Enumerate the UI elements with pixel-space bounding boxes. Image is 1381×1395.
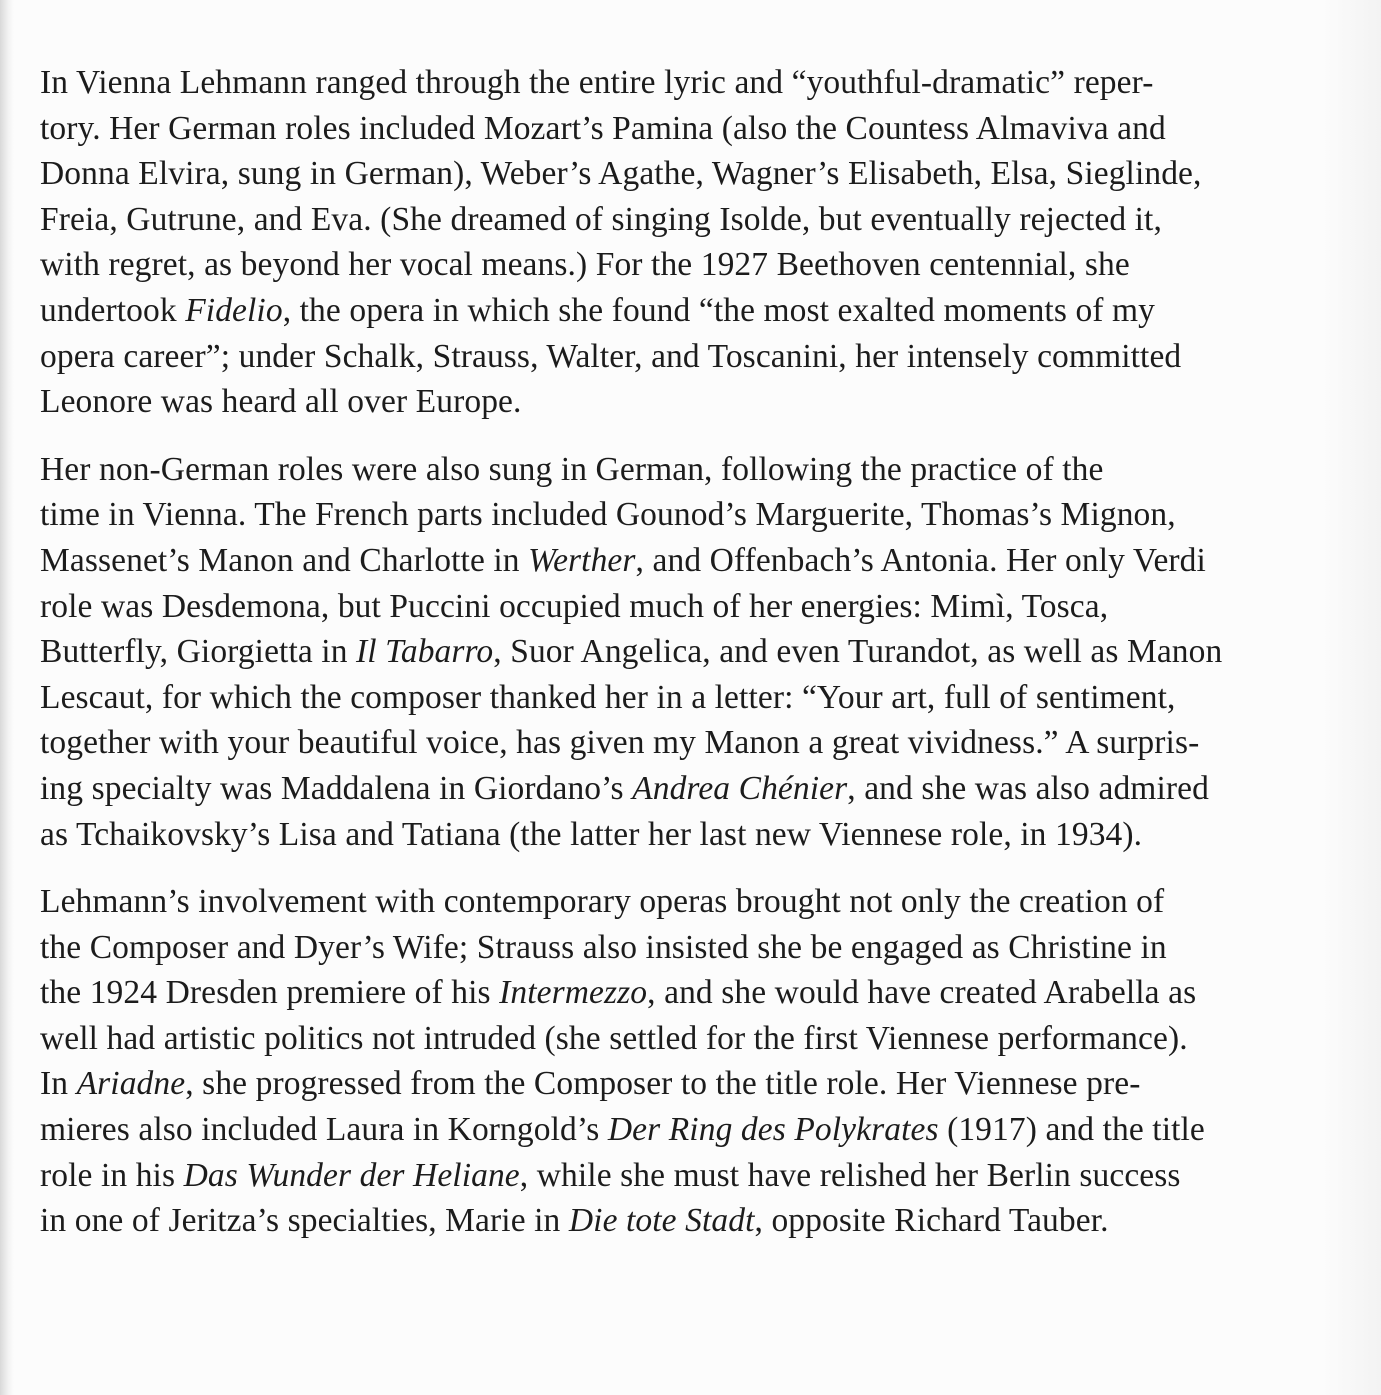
text-run: , and she would have created Arabella as bbox=[647, 974, 1197, 1012]
text-run: as Tchaikovsky’s Lisa and Tatiana (the latter her last new Viennese role, in 1934). bbox=[40, 815, 1143, 853]
text-line bbox=[40, 675, 1325, 721]
text-run: together with your beautiful voice, has given my Manon a great vividness.” A surpris- bbox=[40, 724, 1200, 762]
text-run: well had artistic politics not intruded (she settled for the first Viennese performance). bbox=[40, 1019, 1188, 1057]
text-line bbox=[40, 1153, 1325, 1199]
text-line bbox=[40, 151, 1325, 197]
text-run: , and Offenbach’s Antonia. Her only Verdi bbox=[635, 541, 1206, 579]
text-run: , the opera in which she found “the most exalted moments of my bbox=[282, 291, 1156, 329]
italic-title: Der Ring des Polykrates bbox=[607, 1111, 939, 1149]
text-run: , she progressed from the Composer to the title role. Her Viennese pre- bbox=[185, 1065, 1141, 1103]
italic-title: Intermezzo bbox=[499, 974, 648, 1012]
text-run: , Suor Angelica, and even Turandot, as well as Manon bbox=[493, 633, 1223, 671]
text-line bbox=[40, 242, 1325, 288]
text-line bbox=[40, 629, 1325, 675]
text-line bbox=[40, 288, 1325, 334]
text-run: ing specialty was Maddalena in Giordano’s bbox=[40, 769, 633, 807]
italic-title: Fidelio bbox=[185, 291, 283, 329]
text-run: role in his bbox=[40, 1156, 184, 1194]
text-line bbox=[40, 1016, 1325, 1062]
text-run: tory. Her German roles included Mozart’s Pamina (also the Countess Almaviva and bbox=[40, 109, 1166, 147]
italic-title: Ariadne bbox=[76, 1065, 186, 1103]
text-run: Freia, Gutrune, and Eva. (She dreamed of singing Isolde, but eventually rejected it, bbox=[40, 200, 1162, 238]
text-line bbox=[40, 1061, 1325, 1107]
text-line bbox=[40, 447, 1325, 493]
paragraph bbox=[40, 447, 1325, 857]
text-line bbox=[40, 812, 1325, 858]
text-run: role was Desdemona, but Puccini occupied much of her energies: Mimì, Tosca, bbox=[40, 587, 1109, 625]
text-line bbox=[40, 334, 1325, 380]
body-text bbox=[40, 60, 1325, 1266]
text-run: , while she must have relished her Berlin success bbox=[519, 1156, 1181, 1194]
paragraph bbox=[40, 60, 1325, 425]
text-run: In bbox=[40, 1065, 77, 1103]
italic-title: Die tote Stadt bbox=[568, 1202, 755, 1240]
text-line bbox=[40, 970, 1325, 1016]
text-run: with regret, as beyond her vocal means.) For the 1927 Beethoven centennial, she bbox=[40, 246, 1130, 284]
text-line bbox=[40, 106, 1325, 152]
text-run: Massenet’s Manon and Charlotte in bbox=[40, 541, 529, 579]
page-spine-shadow bbox=[0, 0, 14, 1395]
text-run: Donna Elvira, sung in German), Weber’s Agathe, Wagner’s Elisabeth, Elsa, Sieglinde, bbox=[40, 155, 1202, 193]
text-run: undertook bbox=[40, 291, 186, 329]
text-line bbox=[40, 379, 1325, 425]
text-line bbox=[40, 1107, 1325, 1153]
text-run: Her non-German roles were also sung in German, following the practice of the bbox=[40, 450, 1104, 488]
paragraph bbox=[40, 879, 1325, 1244]
text-line bbox=[40, 766, 1325, 812]
text-run: Lescaut, for which the composer thanked her in a letter: “Your art, full of sentiment, bbox=[40, 678, 1176, 716]
text-line bbox=[40, 60, 1325, 106]
text-line bbox=[40, 584, 1325, 630]
text-line bbox=[40, 492, 1325, 538]
italic-title: Das Wunder der Heliane bbox=[183, 1156, 520, 1194]
text-run: , opposite Richard Tauber. bbox=[754, 1202, 1109, 1240]
text-run: mieres also included Laura in Korngold’s bbox=[40, 1111, 608, 1149]
text-run: Lehmann’s involvement with contemporary operas brought not only the creation of bbox=[40, 883, 1165, 921]
text-line bbox=[40, 879, 1325, 925]
italic-title: Il Tabarro bbox=[356, 633, 494, 671]
text-run: (1917) and the title bbox=[938, 1111, 1205, 1149]
text-line bbox=[40, 925, 1325, 971]
text-run: the Composer and Dyer’s Wife; Strauss also insisted she be engaged as Christine in bbox=[40, 928, 1167, 966]
italic-title: Andrea Chénier bbox=[632, 769, 848, 807]
text-line bbox=[40, 538, 1325, 584]
text-line bbox=[40, 197, 1325, 243]
text-line bbox=[40, 1198, 1325, 1244]
page-edge-bleed bbox=[1321, 0, 1381, 1395]
text-line bbox=[40, 720, 1325, 766]
text-run: Leonore was heard all over Europe. bbox=[40, 383, 522, 421]
text-run: time in Vienna. The French parts included Gounod’s Marguerite, Thomas’s Mignon, bbox=[40, 496, 1176, 534]
text-run: , and she was also admired bbox=[847, 769, 1209, 807]
text-run: Butterfly, Giorgietta in bbox=[40, 633, 357, 671]
text-run: opera career”; under Schalk, Strauss, Walter, and Toscanini, her intensely committed bbox=[40, 337, 1182, 375]
text-run: In Vienna Lehmann ranged through the entire lyric and “youthful-dramatic” reper- bbox=[40, 64, 1154, 101]
italic-title: Werther bbox=[528, 541, 636, 579]
text-run: the 1924 Dresden premiere of his bbox=[40, 974, 500, 1012]
text-run: in one of Jeritza’s specialties, Marie in bbox=[40, 1202, 569, 1240]
